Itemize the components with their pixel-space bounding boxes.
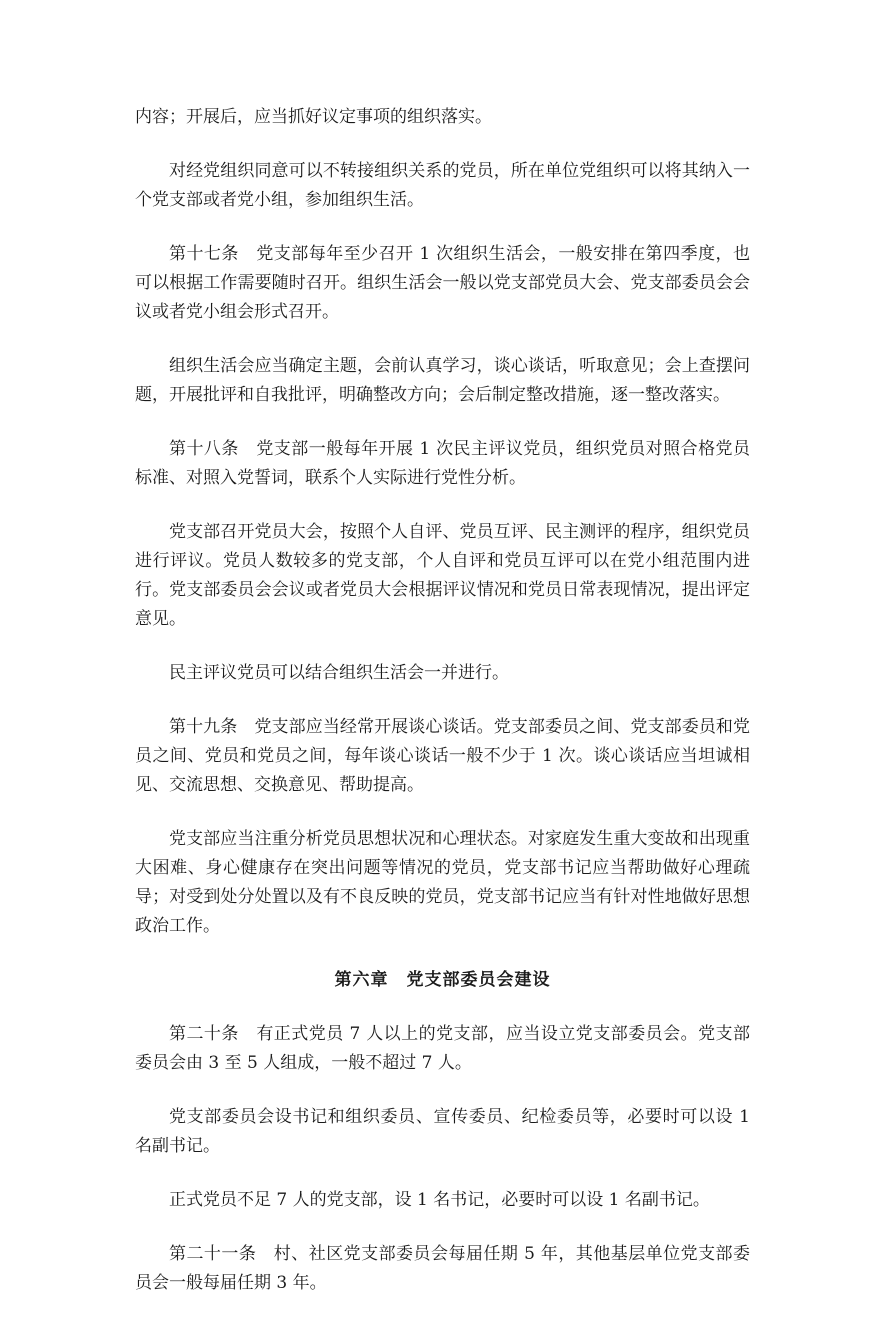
paragraph: 党支部召开党员大会，按照个人自评、党员互评、民主测评的程序，组织党员进行评议。党员人数较多的党支部，个人自评和党员互评可以在党小组范围内进行。党支部委员会会议或者党员大会根据评议情况和党员日常表现情况，提出评定意见。 [135,522,750,629]
article-21: 第二十一条 村、社区党支部委员会每届任期 5 年，其他基层单位党支部委员会一般每届任期 3 年。 [135,1244,750,1293]
paragraph: 党支部委员会设书记和组织委员、宣传委员、纪检委员等，必要时可以设 1 名副书记。 [135,1107,750,1156]
article-19: 第十九条 党支部应当经常开展谈心谈话。党支部委员之间、党支部委员和党员之间、党员和党员之间，每年谈心谈话一般不少于 1 次。谈心谈话应当坦诚相见、交流思想、交换意见、帮助提高。 [135,717,750,795]
paragraph: 对经党组织同意可以不转接组织关系的党员，所在单位党组织可以将其纳入一个党支部或者党小组，参加组织生活。 [135,161,750,210]
paragraph: 党支部应当注重分析党员思想状况和心理状态。对家庭发生重大变故和出现重大困难、身心健康存在突出问题等情况的党员，党支部书记应当帮助做好心理疏导；对受到处分处置以及有不良反映的党员，党支部书记应当有针对性地做好思想政治工作。 [135,829,750,936]
paragraph: 组织生活会应当确定主题，会前认真学习，谈心谈话，听取意见；会上查摆问题，开展批评和自我批评，明确整改方向；会后制定整改措施，逐一整改落实。 [135,356,750,405]
paragraph-continuation: 内容；开展后，应当抓好议定事项的组织落实。 [135,107,492,127]
chapter-heading: 第六章 党支部委员会建设 [334,970,551,990]
article-17: 第十七条 党支部每年至少召开 1 次组织生活会，一般安排在第四季度，也可以根据工作需要随时召开。组织生活会一般以党支部党员大会、党支部委员会会议或者党小组会形式召开。 [135,244,750,322]
article-20: 第二十条 有正式党员 7 人以上的党支部，应当设立党支部委员会。党支部委员会由 3 至 5 人组成，一般不超过 7 人。 [135,1024,750,1073]
paragraph: 民主评议党员可以结合组织生活会一并进行。 [169,663,509,683]
document-body [135,103,750,1323]
article-18: 第十八条 党支部一般每年开展 1 次民主评议党员，组织党员对照合格党员标准、对照入党誓词，联系个人实际进行党性分析。 [135,439,750,488]
paragraph: 正式党员不足 7 人的党支部，设 1 名书记，必要时可以设 1 名副书记。 [169,1190,710,1210]
